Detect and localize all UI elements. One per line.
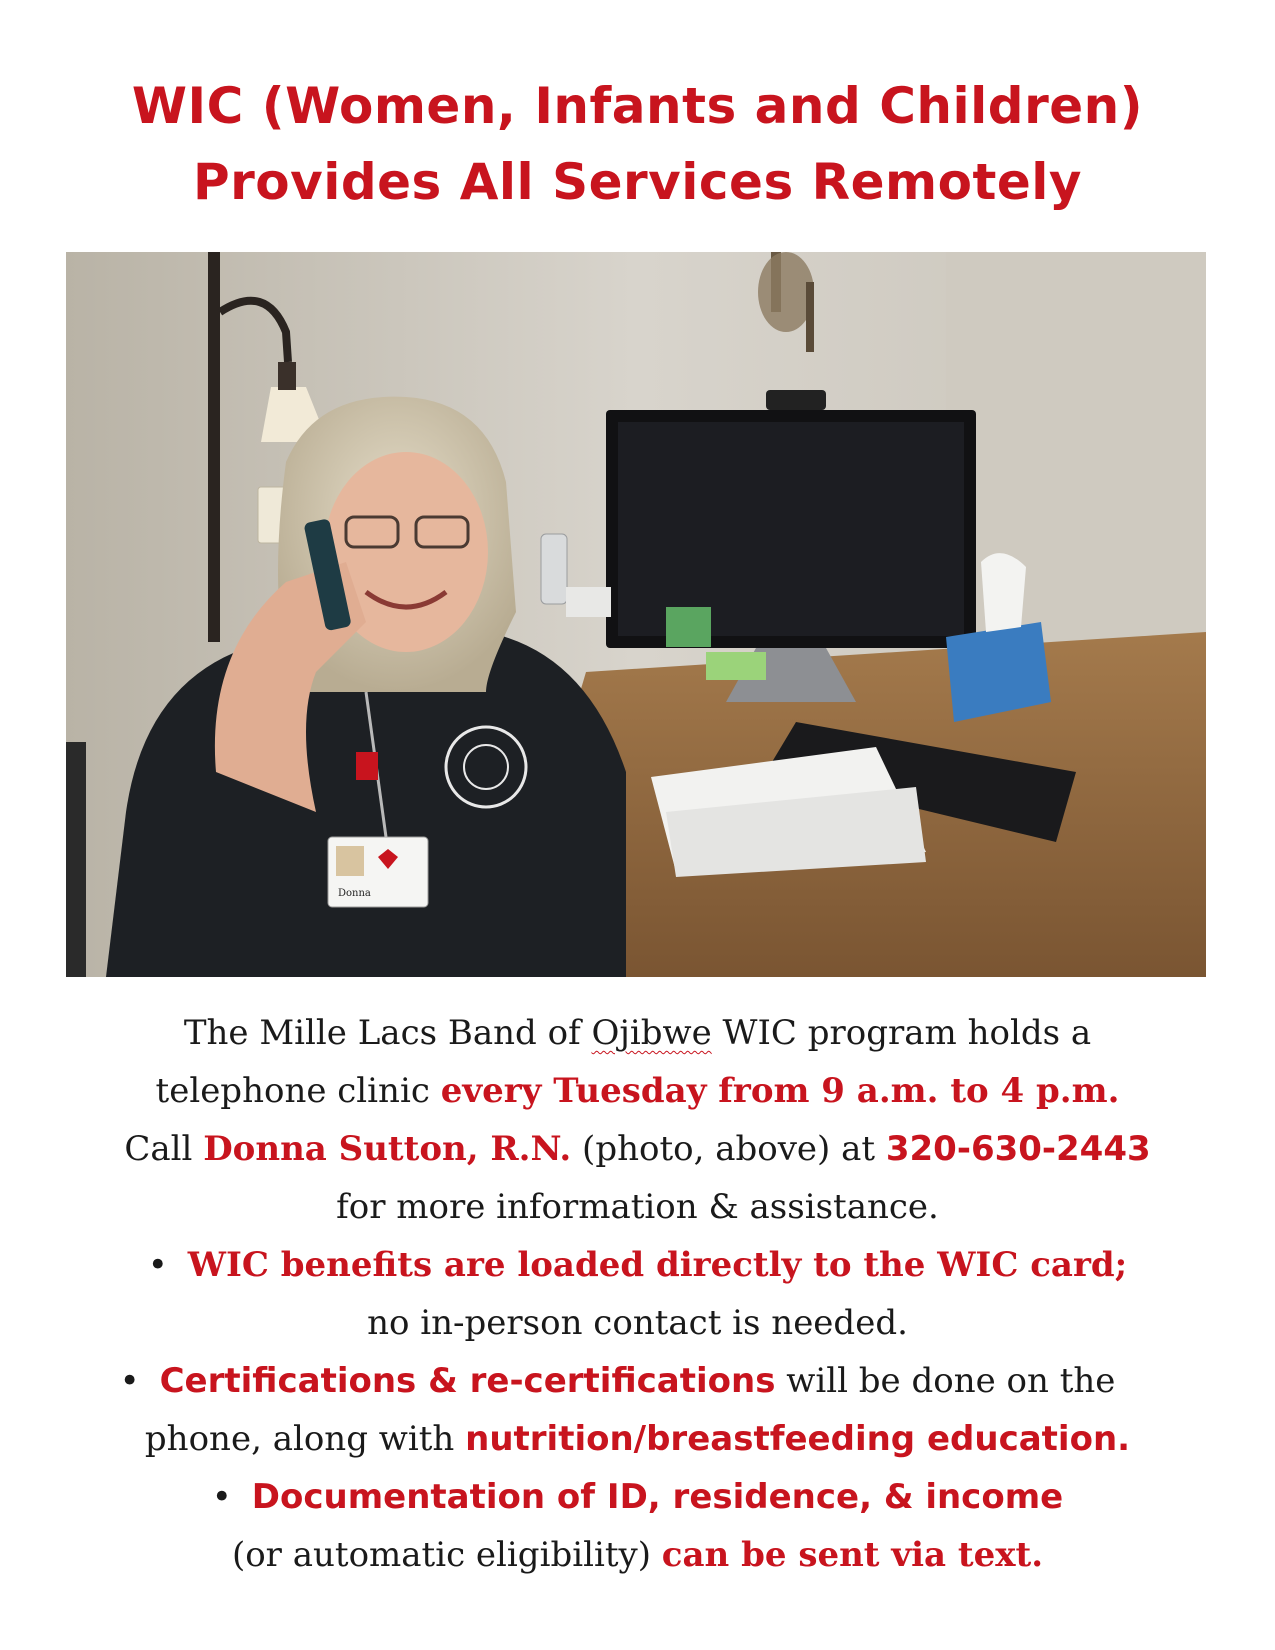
ojibwe-word: Ojibwe [591, 1013, 712, 1053]
title-line-2: Provides All Services Remotely [192, 153, 1083, 211]
bullet-3-continued: (or automatic eligibility) can be sent via text. [231, 1535, 1044, 1575]
intro-line-4: for more information & assistance. [336, 1187, 939, 1227]
info-text [0, 1004, 1275, 1584]
bullet-2-highlight: Certifications & re-certifications [159, 1361, 776, 1401]
bullet-dot: • [119, 1361, 140, 1401]
clinic-hours: every Tuesday from 9 a.m. to 4 p.m. [440, 1071, 1120, 1111]
intro-line-2: telephone clinic every Tuesday from 9 a.m. to 4 p.m. [155, 1071, 1120, 1111]
bullet-2-continued: phone, along with nutrition/breastfeeding education. [144, 1419, 1131, 1459]
bullet-3-highlight: Documentation of ID, residence, & income [251, 1477, 1064, 1517]
bullet-1 [0, 1236, 1275, 1294]
bullet-1-highlight: WIC benefits are loaded directly to the WIC card; [187, 1245, 1128, 1285]
contact-name: Donna Sutton, R.N. [203, 1129, 572, 1169]
bullet-dot: • [147, 1245, 168, 1285]
staff-photo [66, 252, 1206, 977]
bullet-2: • Certifications & re-certifications will be done on the [0, 1352, 1275, 1410]
bullet-3-highlight-2: can be sent via text. [661, 1535, 1044, 1575]
intro-line-1: The Mille Lacs Band of Ojibwe WIC program holds a [183, 1013, 1092, 1053]
title-line-1: WIC (Women, Infants and Children) [131, 77, 1144, 135]
bullet-3 [0, 1468, 1275, 1526]
bullet-dot: • [211, 1477, 232, 1517]
badge-name-text: Donna [338, 888, 371, 899]
bullet-1-continued: no in-person contact is needed. [367, 1303, 908, 1343]
intro-line-3: Call Donna Sutton, R.N. (photo, above) at 320-630-2443 [124, 1129, 1151, 1169]
page-title [0, 68, 1275, 220]
contact-phone: 320-630-2443 [885, 1129, 1151, 1169]
bullet-2-highlight-2: nutrition/breastfeeding education. [465, 1419, 1131, 1459]
